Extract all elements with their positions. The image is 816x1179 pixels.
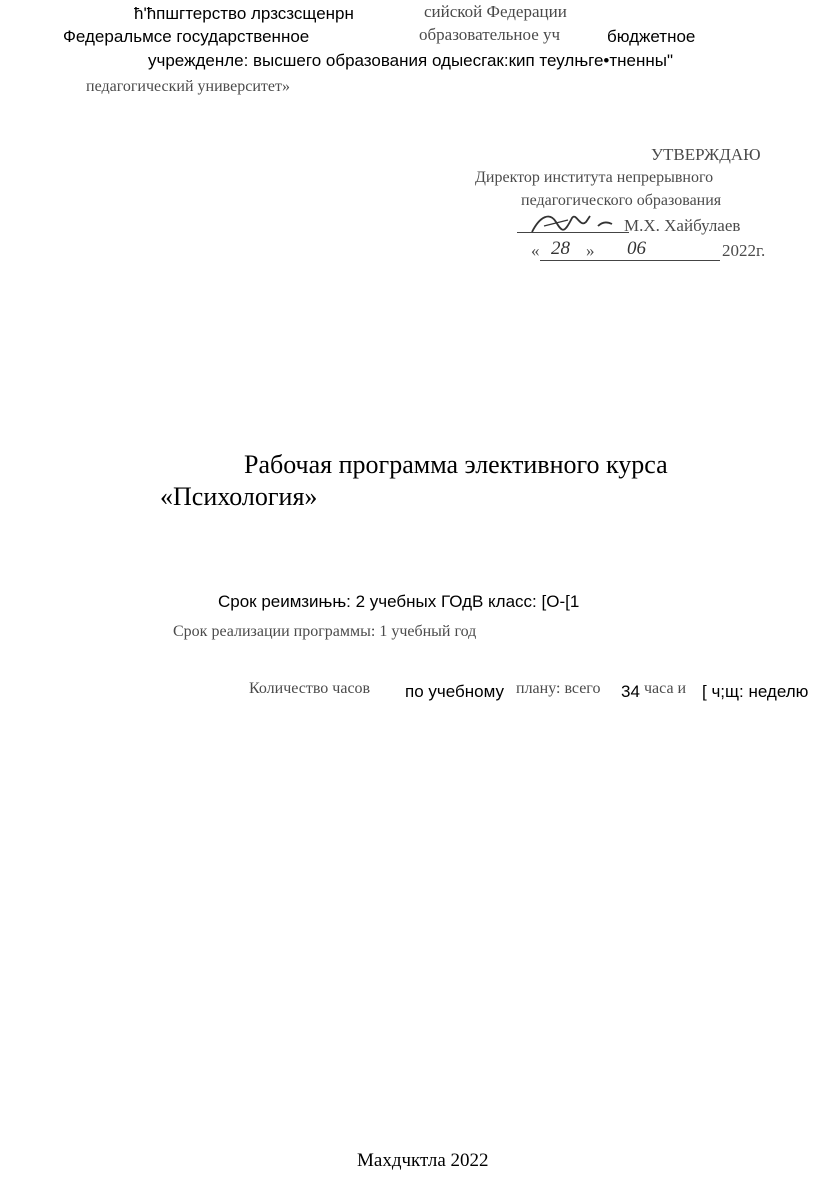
ministry-line-scanned: сийской Федерации [424, 2, 567, 21]
director-name: М.Х. Хайбулаев [624, 216, 741, 235]
document-title-line-2: «Психология» [160, 482, 318, 511]
hours-label-scanned: Количество часов [249, 680, 371, 697]
ministry-line-typed: ћ'ћпшгтерство лрзсзсщенрн [134, 4, 354, 23]
hours-plan-scanned: плану: всего [516, 680, 601, 697]
date-open-quote: « [531, 241, 540, 260]
handwritten-signature [528, 208, 618, 238]
program-term-typed: Срок реимзињњ: 2 учебных ГОдВ класс: [О-[1 [218, 592, 580, 611]
hours-total-value: 34 [621, 682, 640, 701]
university-name-line: педагогический университет» [86, 78, 290, 95]
approval-position-2: педагогического образования [521, 192, 722, 209]
date-underline [540, 260, 720, 261]
institution-budget-word: бюджетное [607, 27, 696, 46]
hours-unit-scanned: часа и [644, 680, 687, 697]
city-year-footer: Махдчктла 2022 [357, 1150, 489, 1171]
institution-type-scanned: образовательное уч [419, 25, 561, 44]
date-month: 06 [627, 238, 646, 259]
institution-type-typed: Федеральмсе государственное [63, 27, 310, 46]
program-term-scanned: Срок реализации программы: 1 учебный год [173, 623, 477, 640]
approval-position-1: Директор института непрерывного [475, 169, 714, 186]
hours-label-typed: по учебному [405, 682, 504, 701]
hours-per-week: [ ч;щ: неделю [702, 682, 809, 701]
approval-title: УТВЕРЖДАЮ [651, 145, 761, 164]
institution-education-line: учрежденле: высшего образования одыесгак:кип теулњге•тненны" [148, 51, 674, 70]
date-day: 28 [551, 238, 570, 259]
document-title-line-1: Рабочая программа элективного курса [244, 450, 668, 479]
date-year: 2022г. [722, 241, 766, 260]
date-close-quote: » [586, 241, 595, 260]
